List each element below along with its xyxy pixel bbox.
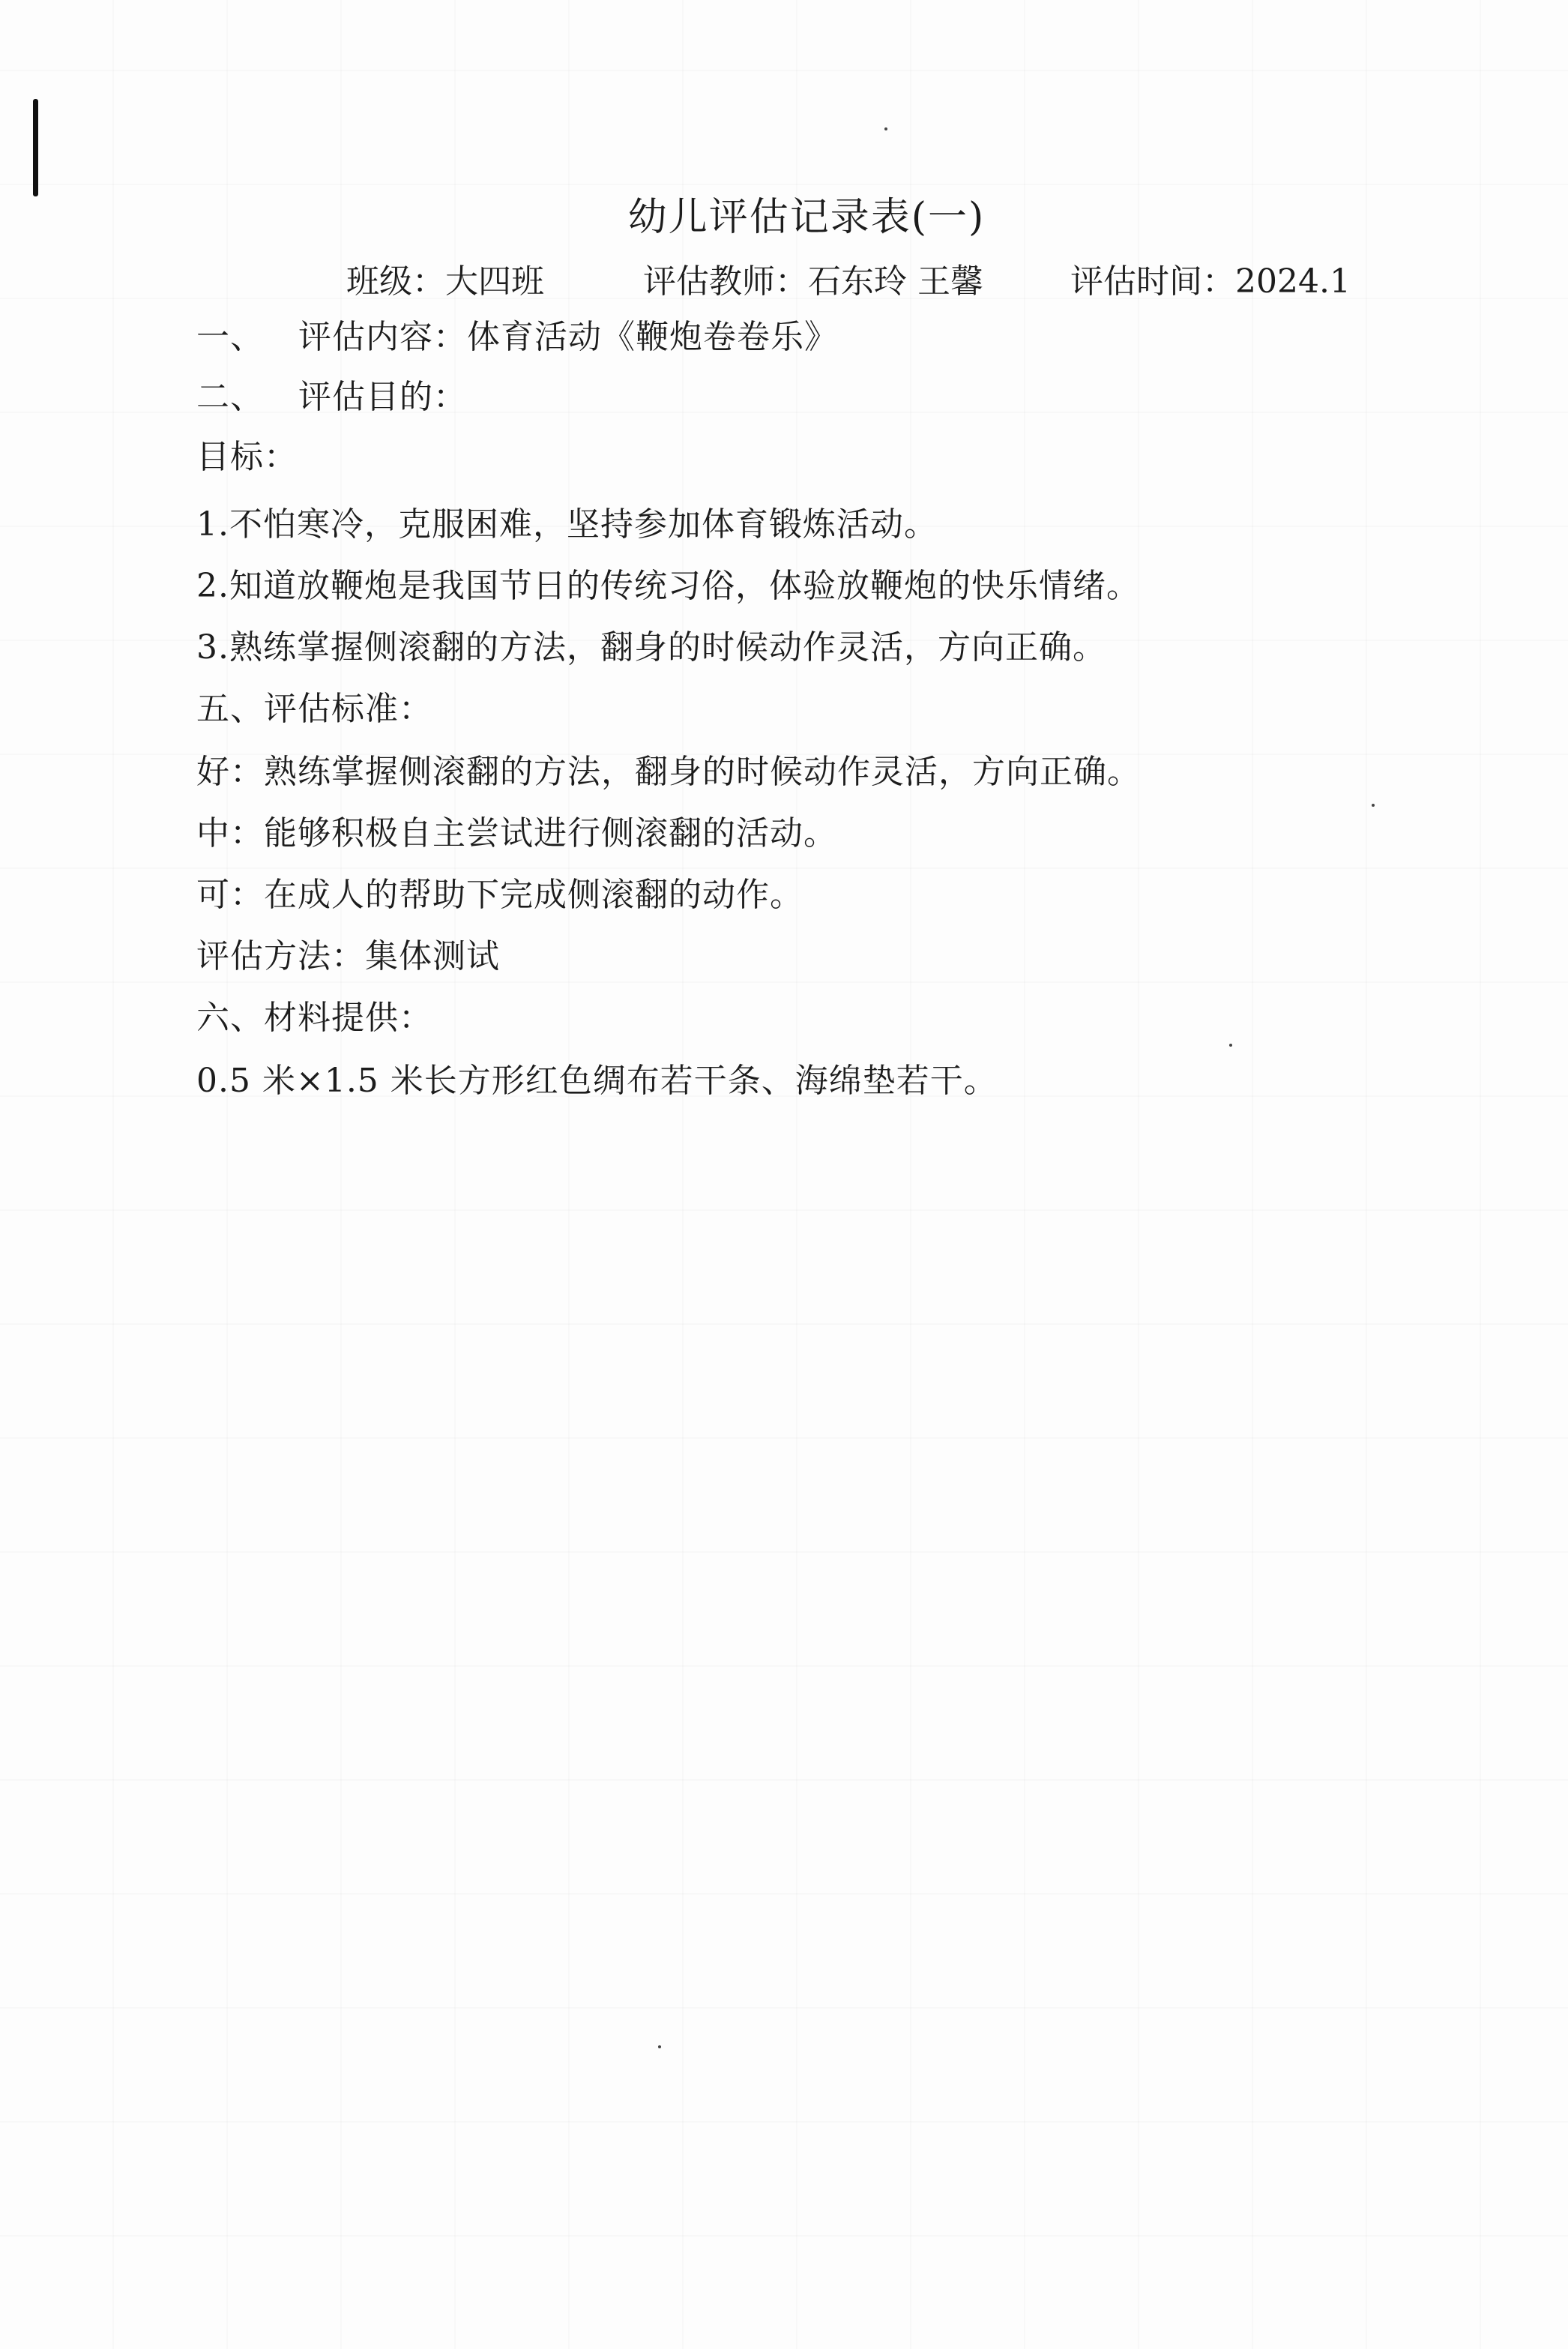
standard-medium: 中：能够积极自主尝试进行侧滚翻的活动。 xyxy=(196,814,837,852)
standard-good: 好：熟练掌握侧滚翻的方法，翻身的时候动作灵活，方向正确。 xyxy=(196,753,1141,791)
goal-item: 1.不怕寒冷，克服困难，坚持参加体育锻炼活动。 xyxy=(196,505,938,544)
class-info: 班级：大四班 xyxy=(346,262,544,301)
scan-speck xyxy=(1229,1044,1232,1047)
scan-edge-mark xyxy=(33,99,38,196)
goals-label: 目标： xyxy=(196,438,298,476)
teacher-info: 评估教师：石东玲 王馨 xyxy=(643,262,983,301)
materials-label: 六、材料提供： xyxy=(196,999,432,1037)
section-purpose xyxy=(196,376,467,418)
standards-label: 五、评估标准： xyxy=(196,690,432,728)
scan-speck xyxy=(884,127,887,130)
page-title: 幼儿评估记录表(一) xyxy=(627,195,986,240)
scan-speck xyxy=(658,2045,661,2048)
materials-text: 0.5 米×1.5 米长方形红色绸布若干条、海绵垫若干。 xyxy=(196,1062,998,1100)
section-purpose-text: 评估目的： xyxy=(298,378,467,416)
section-content-text: 评估内容：体育活动《鞭炮卷卷乐》 xyxy=(298,318,838,356)
goal-item: 2.知道放鞭炮是我国节日的传统习俗，体验放鞭炮的快乐情绪。 xyxy=(196,567,1140,605)
goal-item: 3.熟练掌握侧滚翻的方法，翻身的时候动作灵活，方向正确。 xyxy=(196,628,1106,667)
scan-speck xyxy=(1372,804,1375,807)
evaluation-method: 评估方法：集体测试 xyxy=(196,937,500,975)
section-content xyxy=(196,316,838,358)
section-number: 二、 xyxy=(196,378,264,416)
evaluation-time: 评估时间：2024.1 xyxy=(1070,262,1351,301)
standard-fair: 可：在成人的帮助下完成侧滚翻的动作。 xyxy=(196,876,803,914)
section-number: 一、 xyxy=(196,318,264,356)
